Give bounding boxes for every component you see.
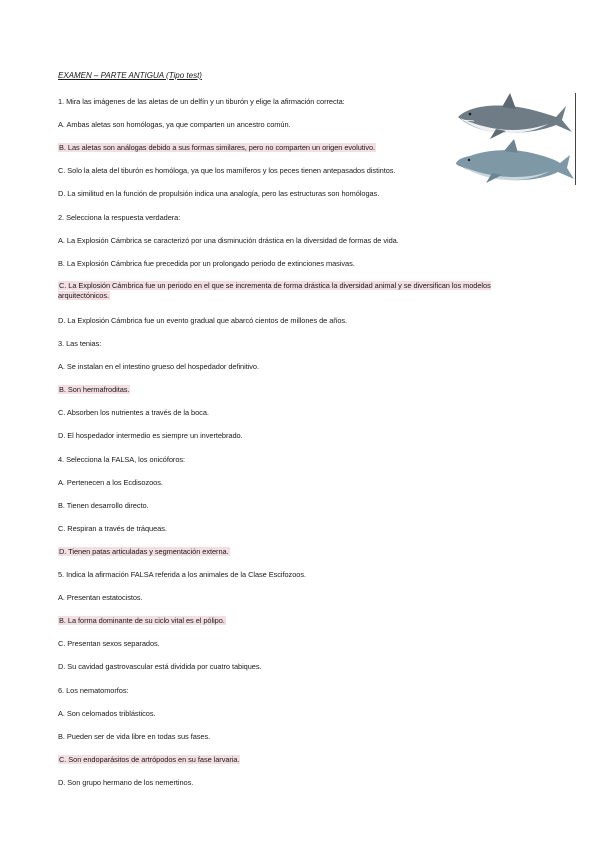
question-2-option-a — [58, 236, 399, 246]
question-2-option-c — [58, 281, 513, 301]
question-4-option-b — [58, 501, 149, 511]
question-5-option-a — [58, 593, 143, 603]
question-3-option-b — [58, 385, 130, 395]
answer-text: D. Su cavidad gastrovascular está dividida por cuatro tabiques. — [58, 662, 262, 671]
answer-text: B. La Explosión Cámbrica fue precedida por un prolongado periodo de extinciones masivas. — [58, 259, 355, 268]
answer-text: A. Ambas aletas son homólogas, ya que comparten un ancestro común. — [58, 120, 291, 129]
highlighted-correct-answer: B. Son hermafroditas. — [59, 385, 130, 394]
answer-text: D. La Explosión Cámbrica fue un evento gradual que abarcó cientos de millones de años. — [58, 316, 348, 325]
answer-text: D. La similitud en la función de propulsión indica una analogía, pero las estructuras son homólogas. — [58, 189, 380, 198]
question-5-option-d — [58, 662, 262, 672]
highlighted-correct-answer: C. Son endoparásitos de artrópodos en su fase larvaria. — [59, 755, 240, 764]
question-2: 2. Selecciona la respuesta verdadera: — [58, 213, 181, 222]
highlighted-correct-answer: D. Tienen patas articuladas y segmentación externa. — [59, 547, 229, 556]
answer-text: A. Pertenecen a los Ecdisozoos. — [58, 478, 163, 487]
question-6-option-a — [58, 709, 156, 719]
answer-text: B. Tienen desarrollo directo. — [58, 501, 149, 510]
image-border — [575, 93, 576, 185]
question-6-option-c — [58, 755, 240, 765]
question-5-option-c — [58, 639, 160, 649]
question-2-option-d — [58, 316, 347, 326]
question-6-option-b — [58, 732, 210, 742]
question-4: 4. Selecciona la FALSA, los onicóforos: — [58, 455, 186, 464]
answer-text: A. Son celomados triblásticos. — [58, 709, 156, 718]
answer-text: C. Absorben los nutrientes a través de la boca. — [58, 408, 209, 417]
answer-text: C. Presentan sexos separados. — [58, 639, 160, 648]
question-4-option-c — [58, 524, 167, 534]
question-4-option-a — [58, 478, 163, 488]
answer-text: A. Presentan estatocistos. — [58, 593, 143, 602]
question-3-option-a — [58, 362, 259, 372]
highlighted-correct-answer: B. La forma dominante de su ciclo vital es el pólipo. — [59, 616, 225, 625]
question-4-option-d — [58, 547, 230, 557]
question-3-option-d — [58, 431, 243, 441]
answer-text: A. Se instalan en el intestino grueso del hospedador definitivo. — [58, 362, 259, 371]
question-1-option-b — [58, 143, 376, 153]
answer-text: D. El hospedador intermedio es siempre un invertebrado. — [58, 431, 243, 440]
answer-text: A. La Explosión Cámbrica se caracterizó por una disminución drástica en la diversidad de formas de vida. — [58, 236, 399, 245]
question-1: 1. Mira las imágenes de las aletas de un delfín y un tiburón y elige la afirmación correcta: — [58, 97, 345, 106]
fin-comparison-figure — [452, 93, 576, 185]
exam-title: EXAMEN – PARTE ANTIGUA (Tipo test) — [58, 71, 202, 80]
question-2-option-b — [58, 259, 355, 269]
question-3: 3. Las tenias: — [58, 339, 102, 348]
answer-text: D. Son grupo hermano de los nemertinos. — [58, 778, 194, 787]
highlighted-correct-answer: C. La Explosión Cámbrica fue un periodo en el que se incrementa de forma drástica la diversidad animal y se diversifican los modelos arquitectónicos. — [58, 281, 491, 300]
question-6-option-d — [58, 778, 193, 788]
question-6: 6. Los nematomorfos: — [58, 686, 129, 695]
answer-text: C. Respiran a través de tráqueas. — [58, 524, 167, 533]
answer-text: B. Pueden ser de vida libre en todas sus fases. — [58, 732, 211, 741]
question-1-option-c — [58, 166, 395, 176]
answer-text: C. Solo la aleta del tiburón es homóloga, ya que los mamíferos y los peces tienen antepasados distintos. — [58, 166, 396, 175]
highlighted-correct-answer: B. Las aletas son análogas debido a sus formas similares, pero no comparten un origen evolutivo. — [59, 143, 376, 152]
shark-icon — [458, 93, 572, 139]
question-3-option-c — [58, 408, 209, 418]
dolphin-icon — [456, 139, 574, 183]
shark-and-dolphin-image — [452, 93, 576, 185]
question-5: 5. Indica la afirmación FALSA referida a los animales de la Clase Escifozoos. — [58, 570, 306, 579]
question-1-option-d — [58, 189, 379, 199]
question-1-option-a — [58, 120, 291, 130]
question-5-option-b — [58, 616, 226, 626]
